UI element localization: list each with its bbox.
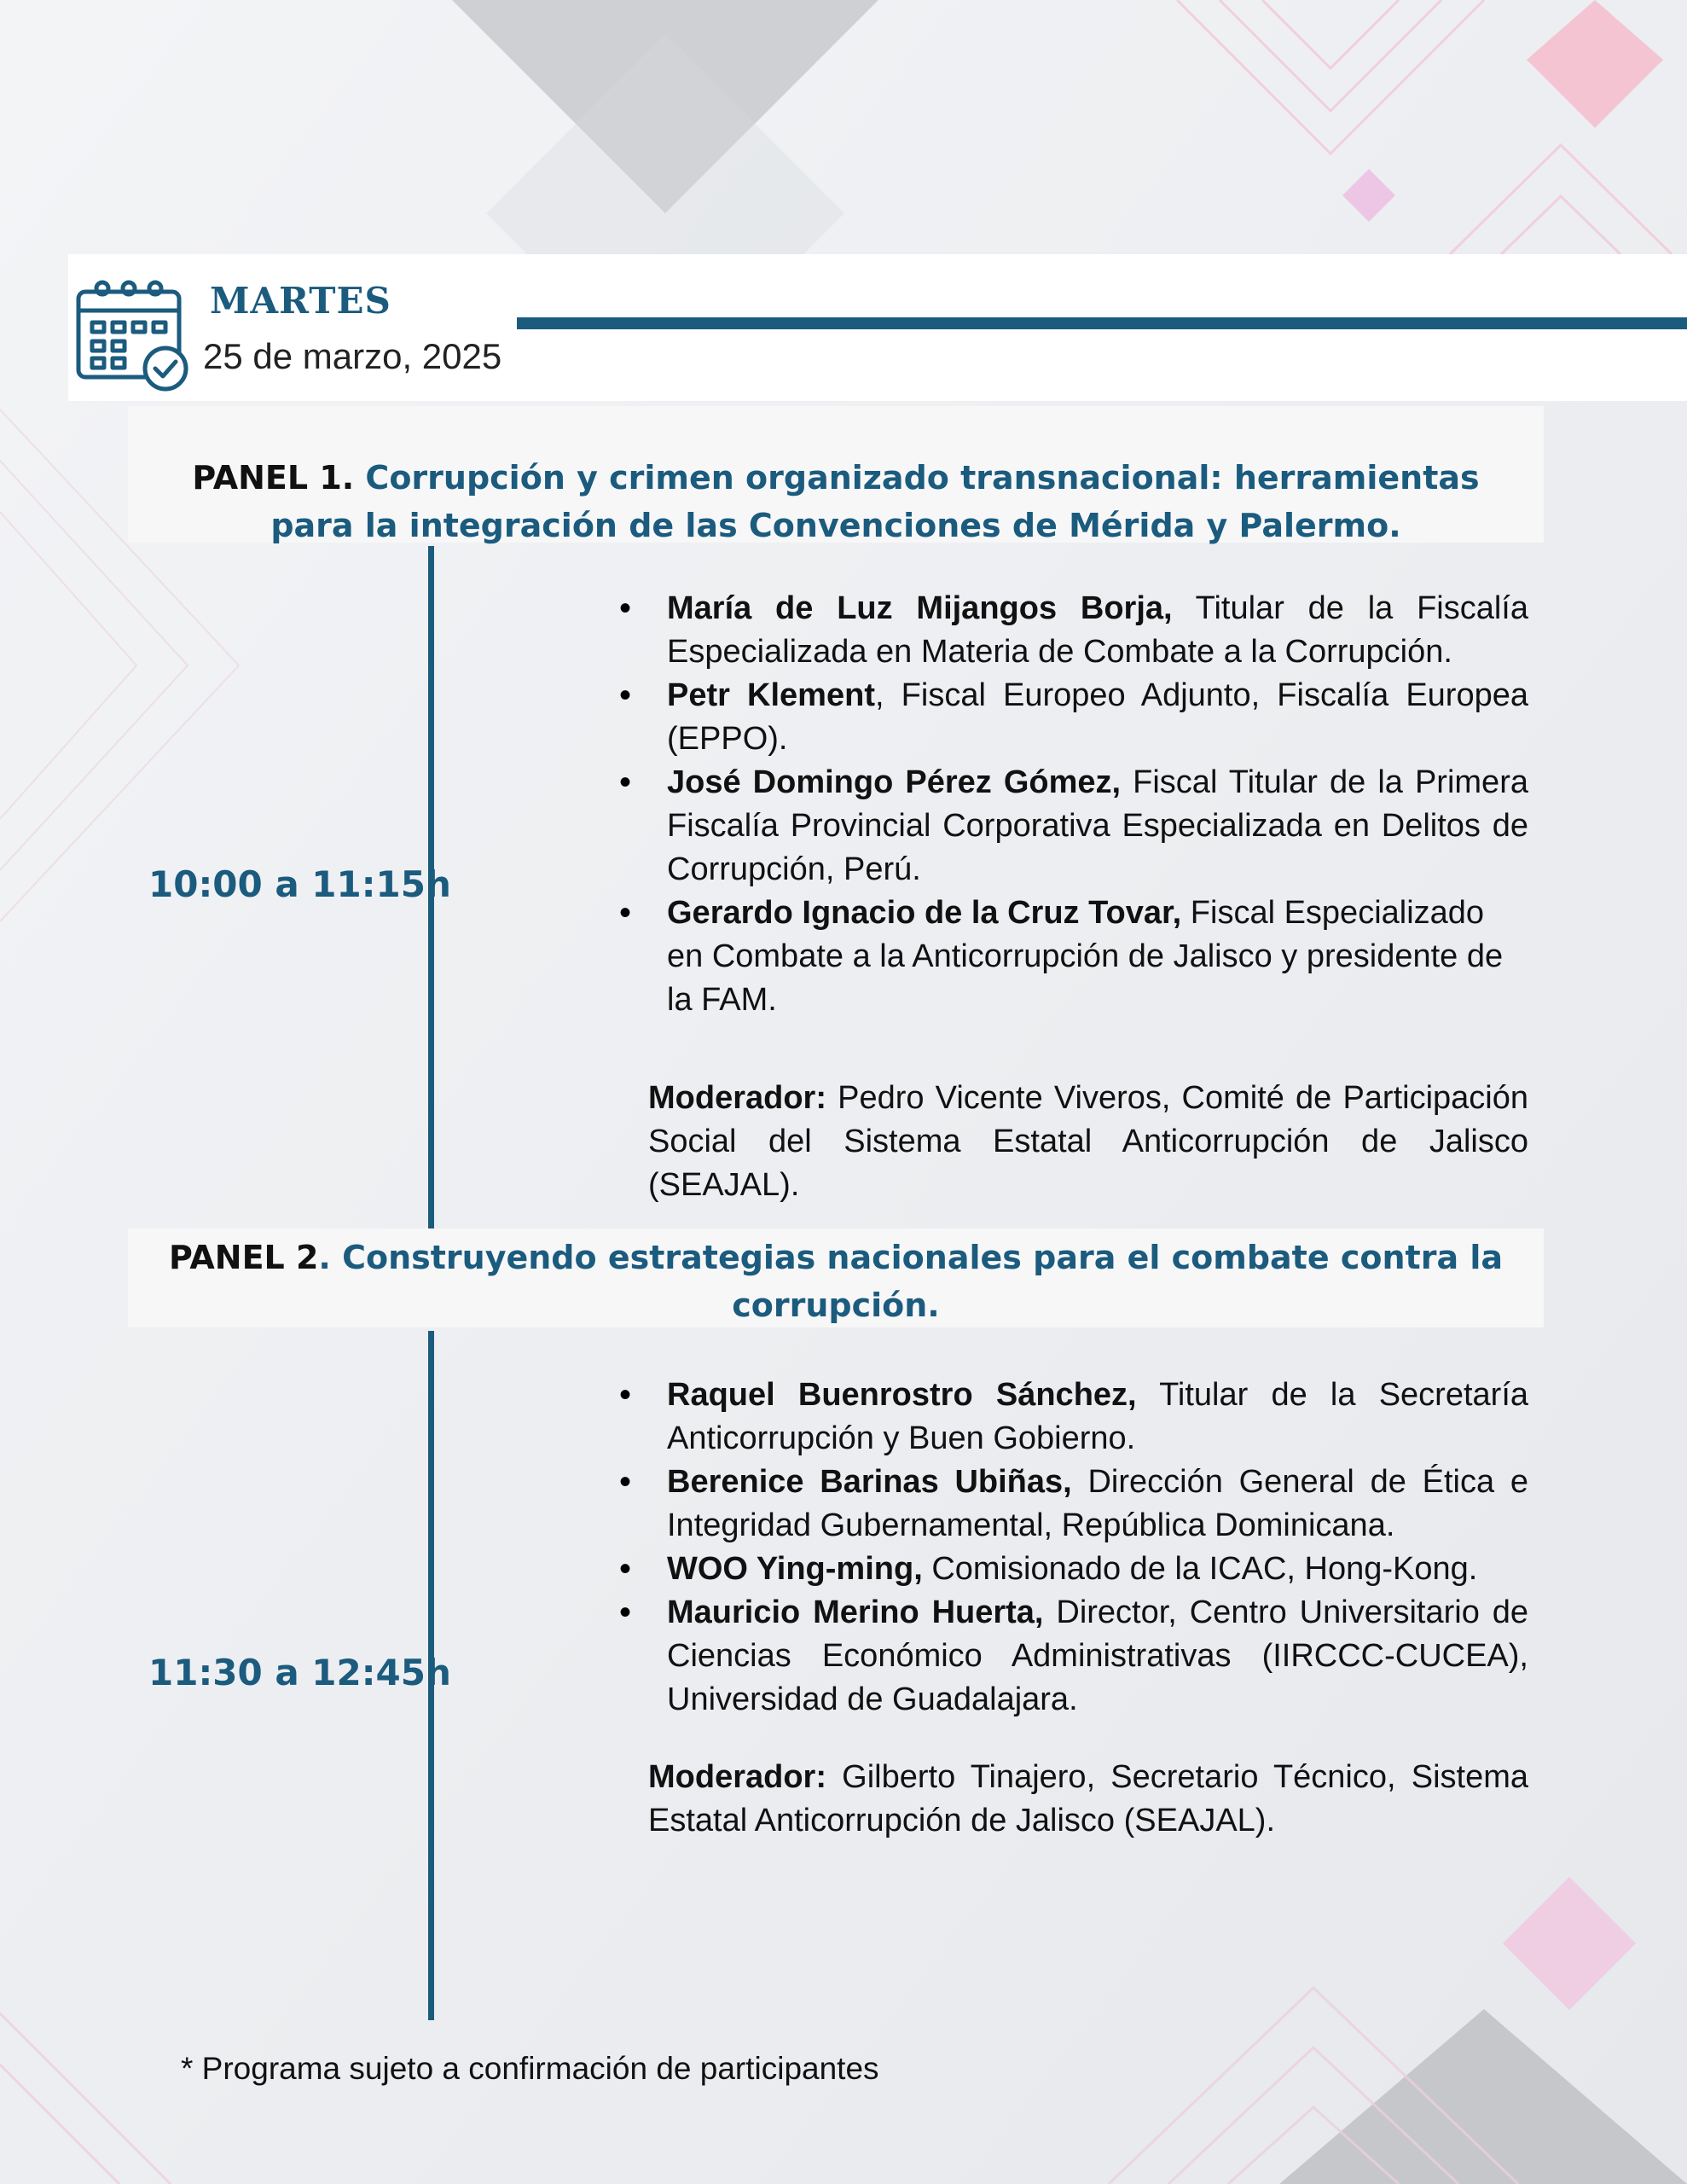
panel-1-speaker-list [619, 587, 1528, 1022]
speaker-role: Fiscal Especializado en Combate a la Anticorrupción de Jalisco y presidente de la FAM. [667, 895, 1504, 1018]
speaker-role: Director, Centro Universitario de Ciencias Económico Administrativas (IIRCCC-CUCEA), Universidad de Guadalajara. [667, 1594, 1528, 1717]
speaker-item [619, 587, 1528, 674]
speaker-role: Dirección General de Ética e Integridad Gubernamental, República Dominicana. [667, 1464, 1528, 1543]
panel-2-label: PANEL 2 [169, 1239, 319, 1276]
speaker-name: Raquel Buenrostro Sánchez, [667, 1377, 1137, 1413]
panel-1-title: Corrupción y crimen organizado transnacional: herramientas para la integración de las Convenciones de Mérida y Palermo. [270, 459, 1480, 544]
moderator-label: Moderador: [648, 1759, 826, 1795]
panel-1-label: PANEL 1. [192, 459, 355, 497]
speaker-name: Petr Klement [667, 677, 875, 713]
speaker-item [619, 1374, 1528, 1461]
panel-1-heading [128, 406, 1544, 543]
footnote: * Programa sujeto a confirmación de participantes [181, 2051, 879, 2086]
date-header [68, 254, 1687, 401]
speaker-name: WOO Ying-ming, [667, 1551, 923, 1587]
speaker-role: Titular de la Secretaría Anticorrupción y Buen Gobierno. [667, 1377, 1529, 1456]
panel-2-time: 11:30 a 12:45h [148, 1652, 451, 1693]
panel-2-speaker-list [619, 1374, 1528, 1722]
panel-1-time: 10:00 a 11:15h [148, 863, 451, 905]
calendar-check-icon [73, 273, 193, 392]
speaker-name: Gerardo Ignacio de la Cruz Tovar, [667, 895, 1182, 931]
speaker-item [619, 674, 1528, 761]
speaker-role: Fiscal Titular de la Primera Fiscalía Provincial Corporativa Especializada en Delitos de Corrupción, Perú. [667, 764, 1528, 887]
speaker-item [619, 1461, 1528, 1548]
speaker-role: Titular de la Fiscalía Especializada en Materia de Combate a la Corrupción. [667, 590, 1528, 670]
panel-2-heading [128, 1228, 1544, 1327]
speaker-role: , Fiscal Europeo Adjunto, Fiscalía Europea (EPPO). [667, 677, 1529, 757]
speaker-item [619, 892, 1528, 1022]
speaker-item [619, 761, 1528, 892]
speaker-name: Mauricio Merino Huerta, [667, 1594, 1044, 1630]
panel-1-moderator [648, 1077, 1528, 1207]
panel-2-moderator [648, 1756, 1528, 1843]
speaker-name: José Domingo Pérez Gómez, [667, 764, 1122, 800]
speaker-item [619, 1548, 1528, 1591]
speaker-name: María de Luz Mijangos Borja, [667, 590, 1173, 626]
speaker-role: Comisionado de la ICAC, Hong-Kong. [922, 1551, 1478, 1587]
speaker-item [619, 1591, 1528, 1722]
day-of-week: MARTES [210, 280, 391, 322]
header-divider [517, 317, 1687, 329]
moderator-label: Moderador: [648, 1080, 826, 1116]
speaker-name: Berenice Barinas Ubiñas, [667, 1464, 1072, 1500]
event-date: 25 de marzo, 2025 [203, 336, 502, 376]
moderator-text: Pedro Vicente Viveros, Comité de Participación Social del Sistema Estatal Anticorrupción de Jalisco (SEAJAL). [648, 1080, 1528, 1203]
moderator-text: Gilberto Tinajero, Secretario Técnico, Sistema Estatal Anticorrupción de Jalisco (SEAJAL). [648, 1759, 1528, 1838]
panel-2-title: . Construyendo estrategias nacionales para el combate contra la corrupción. [318, 1239, 1503, 1324]
